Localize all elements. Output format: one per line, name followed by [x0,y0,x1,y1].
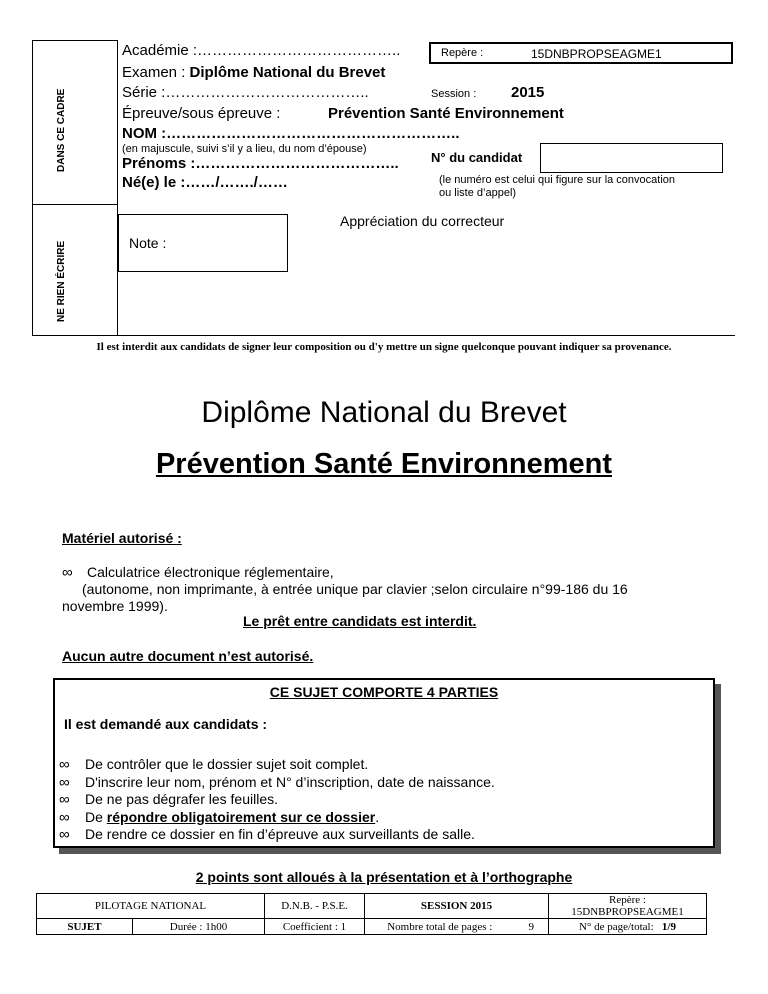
examen-label: Examen : [122,64,190,81]
materiel-line-2: (autonome, non imprimante, à entrée unique par clavier ;selon circulaire n°99-186 du 16 [82,581,628,597]
examen-value: Diplôme National du Brevet [189,64,386,81]
note-label: Note : [129,235,167,251]
page-title: Diplôme National du Brevet [201,396,567,429]
footer-session: SESSION 2015 [365,894,549,919]
materiel-heading: Matériel autorisé : [62,530,182,546]
materiel-line-3: novembre 1999). [62,598,168,614]
footer-sujet: SUJET [37,919,133,935]
parties-box [53,678,715,848]
academie-field[interactable]: Académie :………………………………….. [122,42,401,59]
repere-box [429,42,733,64]
bullet-icon: ∞ [59,826,70,843]
footer-repere: Repère : 15DNBPROPSEAGME1 [549,894,707,919]
parties-intro: Il est demandé aux candidats : [64,716,268,732]
bullet-icon: ∞ [59,808,70,826]
appreciation-label: Appréciation du correcteur [340,213,505,229]
side-column-divider [32,204,118,205]
epreuve-value: Prévention Santé Environnement [328,105,564,122]
serie-field[interactable]: Série :………………………………….. [122,84,369,101]
footer-page: N° de page/total: 1/9 [549,919,707,935]
header-bottom-rule [32,335,735,336]
repere-value: 15DNBPROPSEAGME1 [531,47,662,61]
aucun-document: Aucun autre document n’est autorisé. [62,648,314,664]
signature-warning: Il est interdit aux candidats de signer leur composition ou d'y mettre un signe quelconque pouvant indiquer sa provenance. [96,341,672,353]
footer-dnb: D.N.B. - P.S.E. [265,894,365,919]
prenoms-field[interactable]: Prénoms :………………………………….. [122,155,399,172]
list-item: ∞ De répondre obligatoirement sur ce dossier. [59,808,380,826]
list-item: ∞ De contrôler que le dossier sujet soit complet. [59,756,369,773]
repere-label: Repère : [441,47,484,59]
list-item: ∞ De ne pas dégrafer les feuilles. [59,791,278,808]
bullet-icon: ∞ [59,773,70,791]
footer-table [36,893,707,935]
session-value: 2015 [511,84,545,101]
page-subtitle: Prévention Santé Environnement [155,448,613,480]
materiel-line-1: Calculatrice électronique réglementaire, [87,564,334,580]
examen-line [122,64,385,81]
naissance-field[interactable]: Né(e) le :……/……./…… [122,174,288,191]
nom-field[interactable]: NOM :………………………………………………….. [122,125,460,142]
list-item: ∞ De rendre ce dossier en fin d’épreuve aux surveillants de salle. [59,826,475,843]
candidat-number-box[interactable] [540,143,723,173]
footer-pilotage: PILOTAGE NATIONAL [37,894,265,919]
bullet-icon: ∞ [62,564,73,581]
candidat-label: N° du candidat [431,150,523,165]
list-item: ∞ D'inscrire leur nom, prénom et N° d’inscription, date de naissance. [59,773,495,791]
footer-nb-pages: 9 [515,919,549,935]
parties-title: CE SUJET COMPORTE 4 PARTIES [269,684,499,700]
points-note: 2 points sont alloués à la présentation et à l’orthographe [195,869,573,885]
note-box[interactable] [118,214,288,272]
candidat-hint-2: ou liste d’appel) [439,187,517,199]
header-side-column [32,40,118,336]
footer-coefficient: Coefficient : 1 [265,919,365,935]
nom-hint: (en majuscule, suivi s’il y a lieu, du nom d’épouse) [122,143,367,155]
footer-nb-pages-label: Nombre total de pages : [365,919,515,935]
pret-interdit: Le prêt entre candidats est interdit. [243,613,477,629]
bullet-icon: ∞ [59,791,70,808]
bullet-icon: ∞ [59,756,70,773]
side-label-top: DANS CE CADRE [56,88,67,172]
epreuve-label: Épreuve/sous épreuve : [122,105,281,122]
side-label-bottom: NE RIEN ÉCRIRE [56,240,67,322]
candidat-hint-1: (le numéro est celui qui figure sur la convocation [439,174,676,186]
footer-duree: Durée : 1h00 [133,919,265,935]
instructions-list [59,756,495,844]
session-label: Session : [431,88,477,100]
